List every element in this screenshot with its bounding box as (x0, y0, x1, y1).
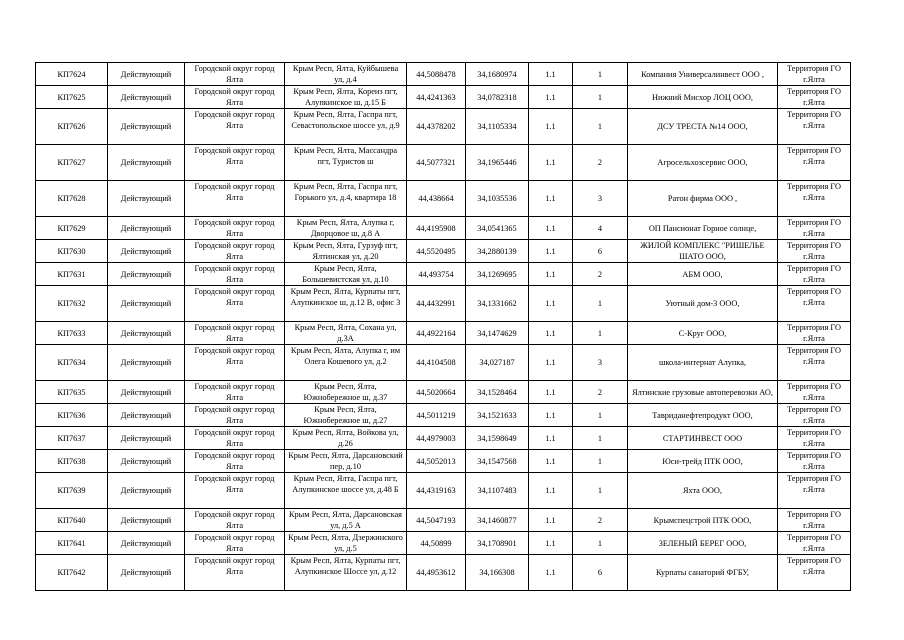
count-cell: 4 (573, 217, 628, 240)
category-cell: 1.1 (529, 450, 573, 473)
district-cell: Городской округ город Ялта (185, 322, 285, 345)
count-cell: 1 (573, 86, 628, 109)
status-cell: Действующий (108, 263, 185, 286)
organization-cell: Уютный дом-3 ООО, (628, 286, 778, 322)
table-row (36, 427, 851, 450)
address-cell: Крым Респ, Ялта, Кореиз пгт, Алупкинское ш, д.15 Б (285, 86, 407, 109)
latitude-cell: 44,438664 (407, 181, 466, 217)
category-cell: 1.1 (529, 217, 573, 240)
address-cell: Крым Респ, Ялта, Куйбышева ул, д.4 (285, 63, 407, 86)
count-cell: 2 (573, 145, 628, 181)
address-cell: Крым Респ, Ялта, Гурзуф пгт, Ялтинская ул, д.20 (285, 240, 407, 263)
longitude-cell: 34,0541365 (466, 217, 529, 240)
territory-cell: Территория ГО г.Ялта (778, 381, 851, 404)
status-cell: Действующий (108, 450, 185, 473)
status-cell: Действующий (108, 473, 185, 509)
latitude-cell: 44,4195908 (407, 217, 466, 240)
count-cell: 2 (573, 381, 628, 404)
table-row (36, 86, 851, 109)
code-cell: КП7626 (36, 109, 108, 145)
code-cell: КП7628 (36, 181, 108, 217)
territory-cell: Территория ГО г.Ялта (778, 240, 851, 263)
latitude-cell: 44,4104508 (407, 345, 466, 381)
longitude-cell: 34,1474629 (466, 322, 529, 345)
longitude-cell: 34,1107483 (466, 473, 529, 509)
code-cell: КП7635 (36, 381, 108, 404)
district-cell: Городской округ город Ялта (185, 286, 285, 322)
status-cell: Действующий (108, 217, 185, 240)
status-cell: Действующий (108, 532, 185, 555)
longitude-cell: 34,1598649 (466, 427, 529, 450)
latitude-cell: 44,4378202 (407, 109, 466, 145)
count-cell: 1 (573, 322, 628, 345)
territory-cell: Территория ГО г.Ялта (778, 145, 851, 181)
longitude-cell: 34,1528464 (466, 381, 529, 404)
code-cell: КП7639 (36, 473, 108, 509)
status-cell: Действующий (108, 109, 185, 145)
status-cell: Действующий (108, 345, 185, 381)
address-cell: Крым Респ, Ялта, Гаспра пгт, Алупкинское шоссе ул, д.48 Б (285, 473, 407, 509)
category-cell: 1.1 (529, 63, 573, 86)
code-cell: КП7630 (36, 240, 108, 263)
longitude-cell: 34,1035536 (466, 181, 529, 217)
code-cell: КП7637 (36, 427, 108, 450)
category-cell: 1.1 (529, 427, 573, 450)
address-cell: Крым Респ, Ялта, Алупка г, Дворцовое ш, д.8 А (285, 217, 407, 240)
longitude-cell: 34,1965446 (466, 145, 529, 181)
latitude-cell: 44,4432991 (407, 286, 466, 322)
count-cell: 6 (573, 240, 628, 263)
code-cell: КП7629 (36, 217, 108, 240)
code-cell: КП7634 (36, 345, 108, 381)
latitude-cell: 44,493754 (407, 263, 466, 286)
district-cell: Городской округ город Ялта (185, 345, 285, 381)
count-cell: 6 (573, 555, 628, 591)
category-cell: 1.1 (529, 509, 573, 532)
district-cell: Городской округ город Ялта (185, 473, 285, 509)
district-cell: Городской округ город Ялта (185, 555, 285, 591)
address-cell: Крым Респ, Ялта, Гаспра пгт, Севастопольское шоссе ул, д.9 (285, 109, 407, 145)
table-row (36, 145, 851, 181)
category-cell: 1.1 (529, 404, 573, 427)
longitude-cell: 34,0782318 (466, 86, 529, 109)
district-cell: Городской округ город Ялта (185, 109, 285, 145)
category-cell: 1.1 (529, 240, 573, 263)
organization-cell: СТАРТИНВЕСТ ООО (628, 427, 778, 450)
address-cell: Крым Респ, Ялта, Курпаты пгт, Алупкинское Шоссе ул, д.12 (285, 555, 407, 591)
category-cell: 1.1 (529, 145, 573, 181)
latitude-cell: 44,4953612 (407, 555, 466, 591)
district-cell: Городской округ город Ялта (185, 181, 285, 217)
table-row (36, 450, 851, 473)
code-cell: КП7631 (36, 263, 108, 286)
district-cell: Городской округ город Ялта (185, 404, 285, 427)
organization-cell: ОП Пансионат Горное солнце, (628, 217, 778, 240)
latitude-cell: 44,5047193 (407, 509, 466, 532)
category-cell: 1.1 (529, 555, 573, 591)
count-cell: 1 (573, 473, 628, 509)
longitude-cell: 34,166308 (466, 555, 529, 591)
territory-cell: Территория ГО г.Ялта (778, 63, 851, 86)
records-table (35, 62, 851, 591)
code-cell: КП7640 (36, 509, 108, 532)
table-row (36, 322, 851, 345)
table-row (36, 240, 851, 263)
table-row (36, 181, 851, 217)
territory-cell: Территория ГО г.Ялта (778, 86, 851, 109)
territory-cell: Территория ГО г.Ялта (778, 217, 851, 240)
status-cell: Действующий (108, 404, 185, 427)
code-cell: КП7627 (36, 145, 108, 181)
organization-cell: Тавриданефтепродукт ООО, (628, 404, 778, 427)
category-cell: 1.1 (529, 109, 573, 145)
latitude-cell: 44,5088478 (407, 63, 466, 86)
code-cell: КП7638 (36, 450, 108, 473)
territory-cell: Территория ГО г.Ялта (778, 263, 851, 286)
code-cell: КП7625 (36, 86, 108, 109)
organization-cell: Яхта ООО, (628, 473, 778, 509)
table-row (36, 473, 851, 509)
category-cell: 1.1 (529, 286, 573, 322)
organization-cell: Компания Универсалинвест ООО , (628, 63, 778, 86)
latitude-cell: 44,5052013 (407, 450, 466, 473)
territory-cell: Территория ГО г.Ялта (778, 404, 851, 427)
organization-cell: Юси-трейд ПТК ООО, (628, 450, 778, 473)
code-cell: КП7633 (36, 322, 108, 345)
district-cell: Городской округ город Ялта (185, 509, 285, 532)
status-cell: Действующий (108, 286, 185, 322)
status-cell: Действующий (108, 181, 185, 217)
category-cell: 1.1 (529, 86, 573, 109)
address-cell: Крым Респ, Ялта, Курпаты пгт, Алупкинское ш, д.12 В, офис 3 (285, 286, 407, 322)
organization-cell: Ялтинские грузовые автоперевозки АО, (628, 381, 778, 404)
latitude-cell: 44,50899 (407, 532, 466, 555)
table-row (36, 217, 851, 240)
category-cell: 1.1 (529, 473, 573, 509)
latitude-cell: 44,5077321 (407, 145, 466, 181)
district-cell: Городской округ город Ялта (185, 217, 285, 240)
code-cell: КП7632 (36, 286, 108, 322)
table-row (36, 345, 851, 381)
organization-cell: Агросельхозсервис ООО, (628, 145, 778, 181)
territory-cell: Территория ГО г.Ялта (778, 427, 851, 450)
territory-cell: Территория ГО г.Ялта (778, 555, 851, 591)
district-cell: Городской округ город Ялта (185, 427, 285, 450)
address-cell: Крым Респ, Ялта, Дарсановский пер, д.10 (285, 450, 407, 473)
code-cell: КП7642 (36, 555, 108, 591)
count-cell: 1 (573, 450, 628, 473)
address-cell: Крым Респ, Ялта, Войкова ул, д.26 (285, 427, 407, 450)
count-cell: 1 (573, 109, 628, 145)
address-cell: Крым Респ, Ялта, Южнобережное ш, д.37 (285, 381, 407, 404)
count-cell: 2 (573, 509, 628, 532)
status-cell: Действующий (108, 63, 185, 86)
table-row (36, 509, 851, 532)
table-row (36, 404, 851, 427)
category-cell: 1.1 (529, 181, 573, 217)
organization-cell: школа-интернат Алупка, (628, 345, 778, 381)
organization-cell: Крымспецстрой ПТК ООО, (628, 509, 778, 532)
count-cell: 1 (573, 404, 628, 427)
code-cell: КП7624 (36, 63, 108, 86)
district-cell: Городской округ город Ялта (185, 450, 285, 473)
status-cell: Действующий (108, 145, 185, 181)
district-cell: Городской округ город Ялта (185, 145, 285, 181)
territory-cell: Территория ГО г.Ялта (778, 286, 851, 322)
category-cell: 1.1 (529, 345, 573, 381)
status-cell: Действующий (108, 381, 185, 404)
organization-cell: ЗЕЛЕНЫЙ БЕРЕГ ООО, (628, 532, 778, 555)
latitude-cell: 44,5020664 (407, 381, 466, 404)
territory-cell: Территория ГО г.Ялта (778, 181, 851, 217)
table-row (36, 532, 851, 555)
code-cell: КП7641 (36, 532, 108, 555)
longitude-cell: 34,1521633 (466, 404, 529, 427)
category-cell: 1.1 (529, 263, 573, 286)
organization-cell: С-Круг ООО, (628, 322, 778, 345)
territory-cell: Территория ГО г.Ялта (778, 109, 851, 145)
address-cell: Крым Респ, Ялта, Гаспра пгт, Горького ул, д.4, квартира 18 (285, 181, 407, 217)
table-row (36, 286, 851, 322)
category-cell: 1.1 (529, 322, 573, 345)
count-cell: 3 (573, 345, 628, 381)
category-cell: 1.1 (529, 381, 573, 404)
district-cell: Городской округ город Ялта (185, 240, 285, 263)
latitude-cell: 44,4241363 (407, 86, 466, 109)
organization-cell: Нижний Мисхор ЛОЦ ООО, (628, 86, 778, 109)
address-cell: Крым Респ, Ялта, Южнобережное ш, д.27 (285, 404, 407, 427)
longitude-cell: 34,1460877 (466, 509, 529, 532)
territory-cell: Территория ГО г.Ялта (778, 509, 851, 532)
organization-cell: Курпаты санаторий ФГБУ, (628, 555, 778, 591)
longitude-cell: 34,1680974 (466, 63, 529, 86)
count-cell: 1 (573, 427, 628, 450)
latitude-cell: 44,5520495 (407, 240, 466, 263)
organization-cell: АБМ ООО, (628, 263, 778, 286)
status-cell: Действующий (108, 427, 185, 450)
territory-cell: Территория ГО г.Ялта (778, 322, 851, 345)
table-row (36, 381, 851, 404)
territory-cell: Территория ГО г.Ялта (778, 532, 851, 555)
code-cell: КП7636 (36, 404, 108, 427)
status-cell: Действующий (108, 86, 185, 109)
address-cell: Крым Респ, Ялта, Дарсановская ул, д.5 А (285, 509, 407, 532)
status-cell: Действующий (108, 509, 185, 532)
latitude-cell: 44,5011219 (407, 404, 466, 427)
district-cell: Городской округ город Ялта (185, 532, 285, 555)
address-cell: Крым Респ, Ялта, Алупка г, им Олега Кошевого ул, д.2 (285, 345, 407, 381)
territory-cell: Территория ГО г.Ялта (778, 450, 851, 473)
address-cell: Крым Респ, Ялта, Дзержинского ул, д.5 (285, 532, 407, 555)
longitude-cell: 34,2880139 (466, 240, 529, 263)
category-cell: 1.1 (529, 532, 573, 555)
longitude-cell: 34,1708901 (466, 532, 529, 555)
table-row (36, 263, 851, 286)
count-cell: 1 (573, 532, 628, 555)
district-cell: Городской округ город Ялта (185, 63, 285, 86)
address-cell: Крым Респ, Ялта, Большевистская ул, д.10 (285, 263, 407, 286)
latitude-cell: 44,4922164 (407, 322, 466, 345)
table-row (36, 555, 851, 591)
address-cell: Крым Респ, Ялта, Сохана ул, д.3А (285, 322, 407, 345)
longitude-cell: 34,1105334 (466, 109, 529, 145)
count-cell: 1 (573, 63, 628, 86)
table-row (36, 109, 851, 145)
longitude-cell: 34,1331662 (466, 286, 529, 322)
organization-cell: ДСУ ТРЕСТА №14 ООО, (628, 109, 778, 145)
territory-cell: Территория ГО г.Ялта (778, 345, 851, 381)
organization-cell: Ратон фирма ООО , (628, 181, 778, 217)
latitude-cell: 44,4319163 (407, 473, 466, 509)
count-cell: 3 (573, 181, 628, 217)
territory-cell: Территория ГО г.Ялта (778, 473, 851, 509)
count-cell: 1 (573, 286, 628, 322)
address-cell: Крым Респ, Ялта, Массандра пгт, Туристов ш (285, 145, 407, 181)
longitude-cell: 34,027187 (466, 345, 529, 381)
district-cell: Городской округ город Ялта (185, 86, 285, 109)
status-cell: Действующий (108, 555, 185, 591)
longitude-cell: 34,1269695 (466, 263, 529, 286)
district-cell: Городской округ город Ялта (185, 381, 285, 404)
longitude-cell: 34,1547568 (466, 450, 529, 473)
district-cell: Городской округ город Ялта (185, 263, 285, 286)
count-cell: 2 (573, 263, 628, 286)
organization-cell: ЖИЛОЙ КОМПЛЕКС "РИШЕЛЬЕ ШАТО ООО, (628, 240, 778, 263)
latitude-cell: 44,4979003 (407, 427, 466, 450)
status-cell: Действующий (108, 240, 185, 263)
table-row (36, 63, 851, 86)
status-cell: Действующий (108, 322, 185, 345)
